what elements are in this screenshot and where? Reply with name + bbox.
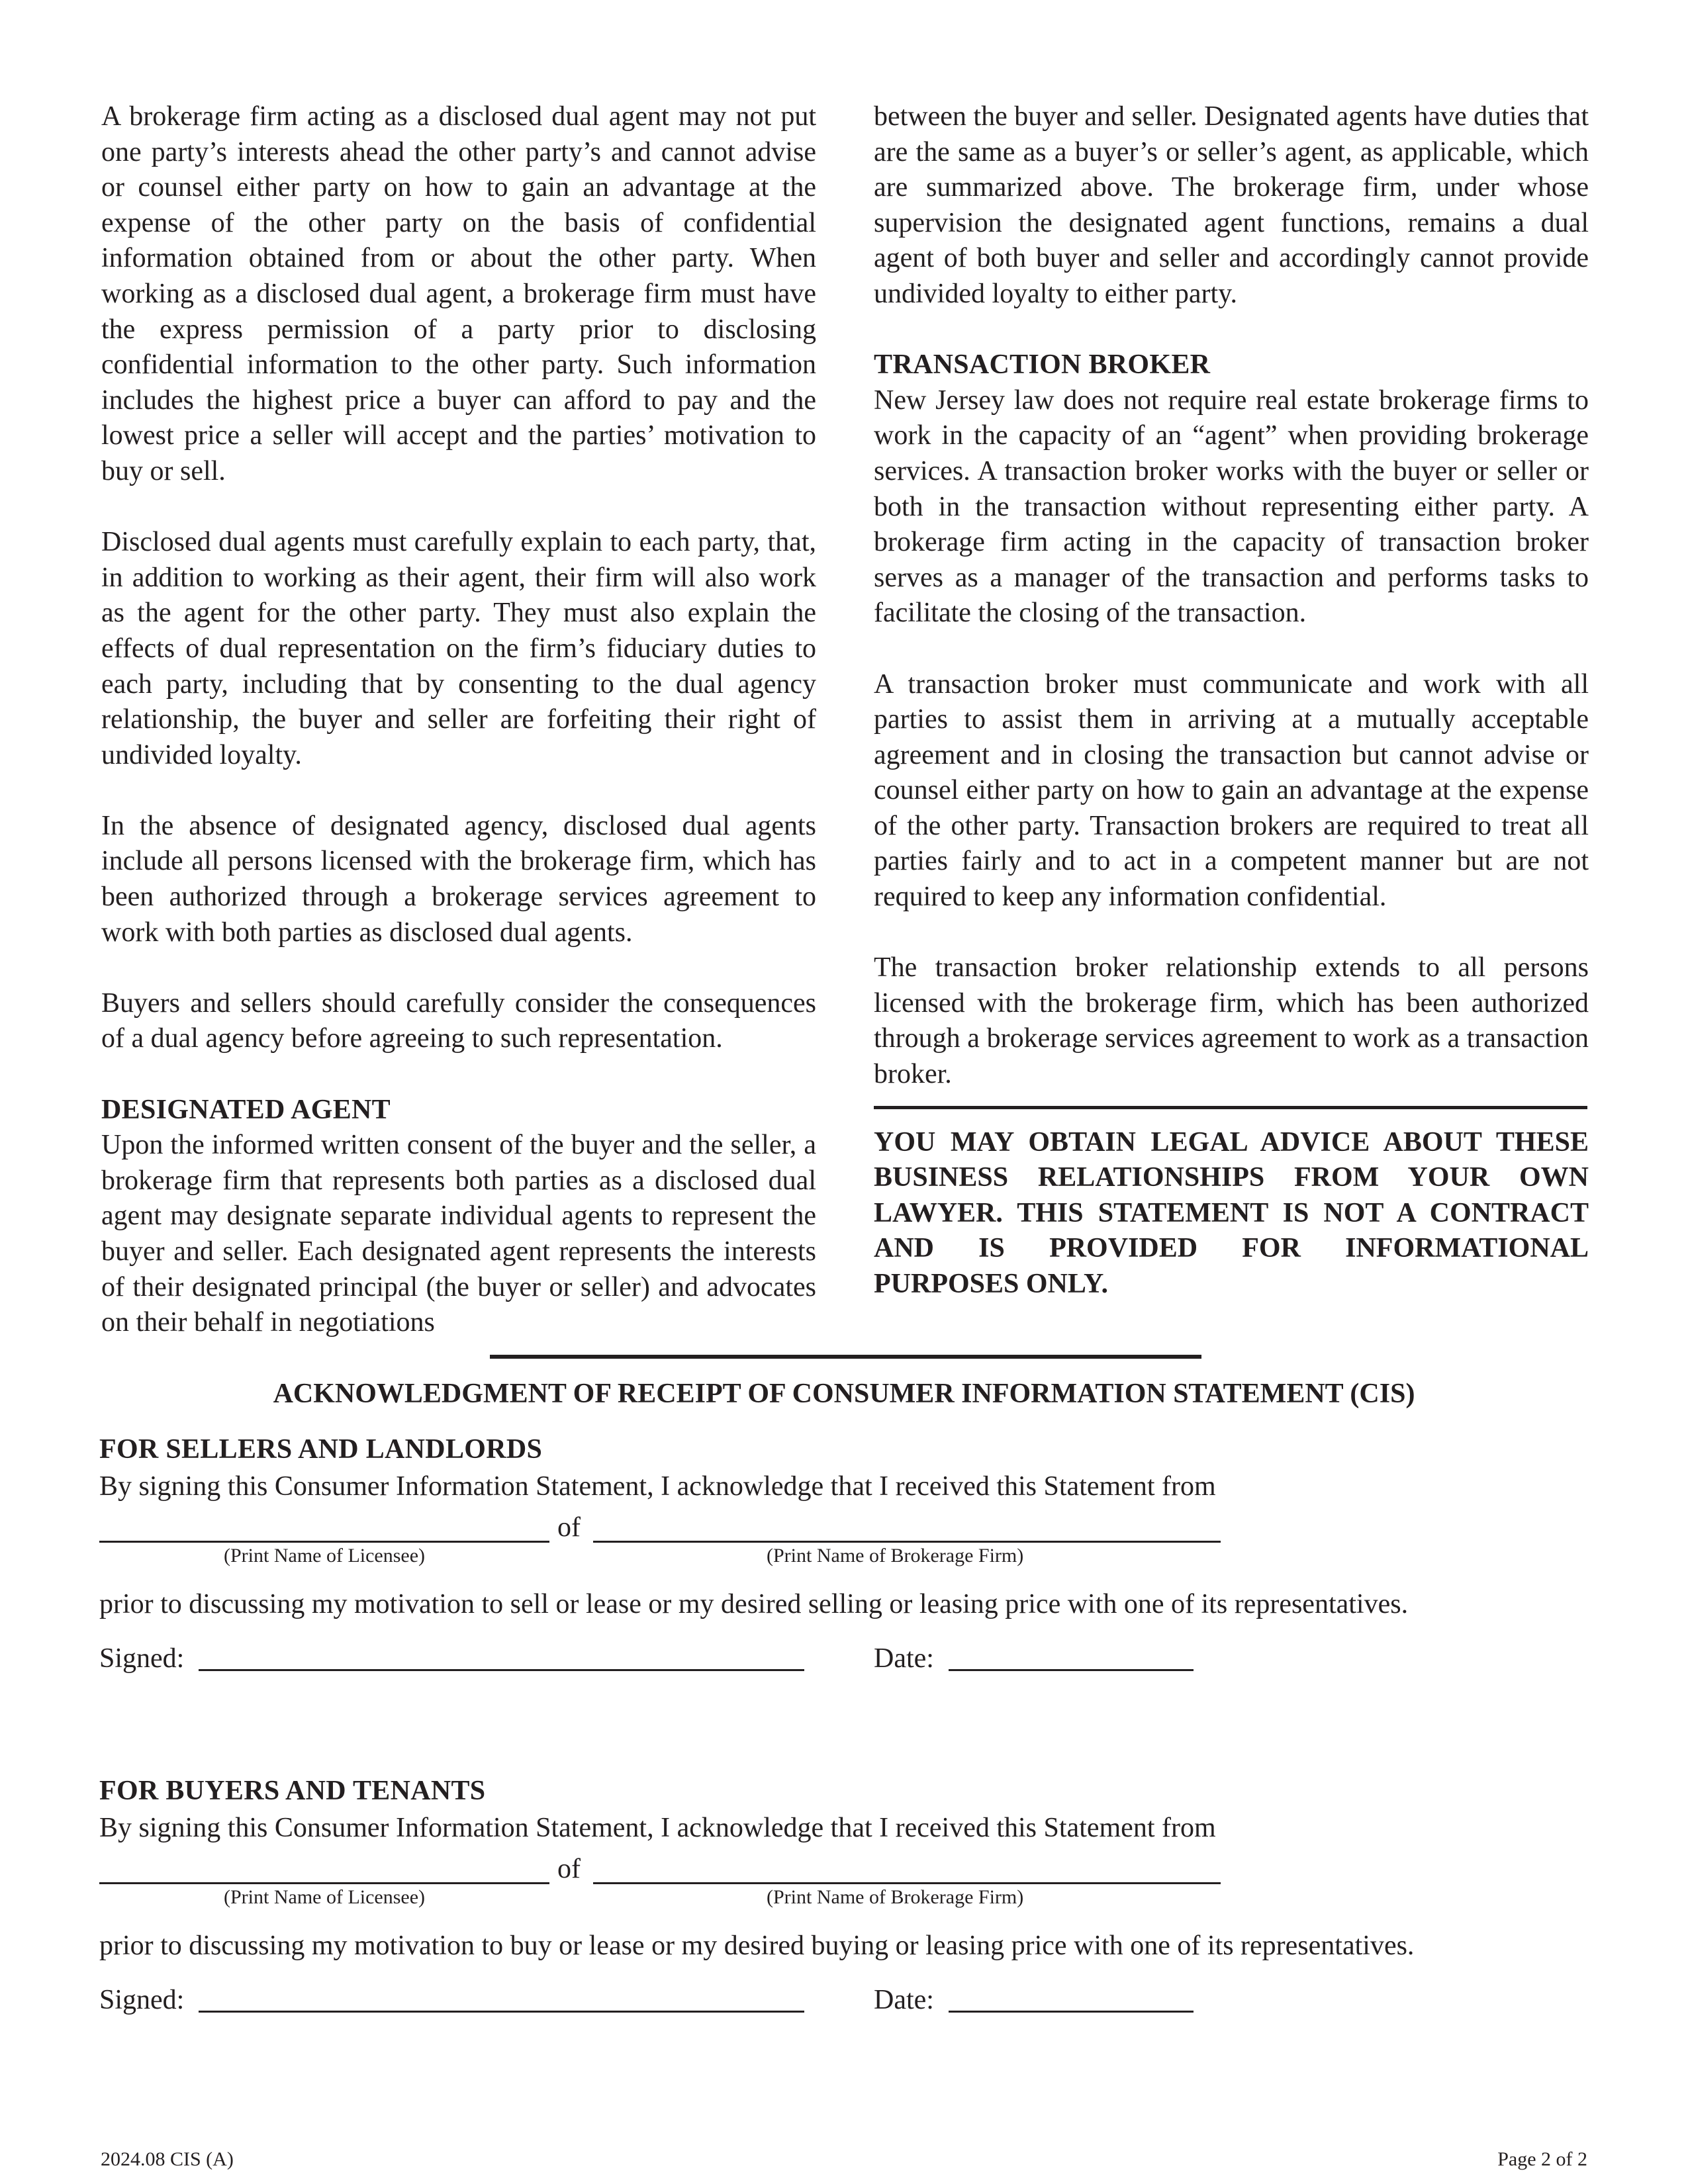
buyers-firm-caption: (Print Name of Brokerage Firm)	[767, 1886, 1024, 1908]
sellers-of-label: of	[557, 1512, 581, 1543]
buyers-firm-field[interactable]	[593, 1856, 1221, 1884]
buyers-intro: By signing this Consumer Information Statement, I acknowledge that I received this Statement from	[99, 1813, 1216, 1843]
sellers-licensee-row	[99, 1512, 1622, 1567]
buyers-heading: FOR BUYERS AND TENANTS	[99, 1776, 486, 1806]
buyers-licensee-field[interactable]	[99, 1856, 549, 1884]
transaction-broker-paragraph-2: A transaction broker must communicate and work with all parties to assist them in arriving at a mutually acceptable agreement and in closing the transaction but cannot advise or counsel either party on how to gain an advantage at the expense of the other party. Transaction brokers are required to treat all parties fairly and to act in a competent manner but are not required to keep any information confidential.	[874, 668, 1589, 913]
sellers-licensee-field[interactable]	[99, 1514, 549, 1543]
sellers-intro: By signing this Consumer Information Statement, I acknowledge that I received this Statement from	[99, 1471, 1216, 1502]
page-number: Page 2 of 2	[1497, 2148, 1587, 2170]
sellers-signature-row	[99, 1643, 1622, 1682]
dual-agent-paragraph-1: A brokerage firm acting as a disclosed dual agent may not put one party’s interests ahead the other party’s and cannot advise or counsel either party on how to gain an advantage at the expense of the other party on the basis of confidential information obtained from or about the other party. When working as a disclosed dual agent, a brokerage firm must have the express permission of a party prior to disclosing confidential information to the other party. Such information includes the highest price a buyer can afford to pay and the lowest price a seller will accept and the parties’ motivation to buy or sell.	[101, 101, 816, 486]
buyers-date-field[interactable]	[949, 1984, 1194, 2013]
sellers-signed-label: Signed:	[99, 1643, 185, 1674]
section-divider	[874, 1106, 1587, 1109]
transaction-broker-paragraph-1: New Jersey law does not require real estate brokerage firms to work in the capacity of an “agent” when providing brokerage services. A transaction broker works with the buyer or seller or both in the transaction without representing either party. A brokerage firm acting in the capacity of transaction broker serves as a manager of the transaction and performs tasks to facilitate the closing of the transaction.	[874, 385, 1589, 629]
buyers-signature-field[interactable]	[199, 1984, 804, 2013]
dual-agent-paragraph-4: Buyers and sellers should carefully consider the consequences of a dual agency before agreeing to such representation.	[101, 987, 816, 1054]
sellers-firm-caption: (Print Name of Brokerage Firm)	[767, 1545, 1024, 1567]
dual-agent-paragraph-3: In the absence of designated agency, disclosed dual agents include all persons licensed with the brokerage firm, which has been authorized through a brokerage services agreement to work with both parties as disclosed dual agents.	[101, 810, 816, 948]
buyers-date-label: Date:	[874, 1985, 934, 2015]
buyers-section	[99, 1772, 1622, 2024]
buyers-licensee-row	[99, 1854, 1622, 1908]
sellers-date-field[interactable]	[949, 1643, 1194, 1671]
form-id: 2024.08 CIS (A)	[101, 2148, 234, 2170]
transaction-broker-heading: TRANSACTION BROKER	[874, 349, 1211, 381]
right-column	[874, 99, 1589, 1302]
sellers-section	[99, 1431, 1622, 1682]
transaction-broker-paragraph-3: The transaction broker relationship extends to all persons licensed with the brokerage firm, which has been authorized through a brokerage services agreement to work as a transaction broker.	[874, 952, 1589, 1090]
acknowledgment-divider	[490, 1355, 1201, 1359]
sellers-closing: prior to discussing my motivation to sell or lease or my desired selling or leasing price with one of its representatives.	[99, 1589, 1409, 1619]
designated-agent-text: Upon the informed written consent of the buyer and the seller, a brokerage firm that represents both parties as a disclosed dual agent may designate separate individual agents to represent the buyer and seller. Each designated agent represents the interests of their designated principal (the buyer or seller) and advocates on their behalf in negotiations	[101, 1130, 816, 1338]
sellers-firm-field[interactable]	[593, 1514, 1221, 1543]
buyers-signature-row	[99, 1984, 1622, 2024]
sellers-licensee-caption: (Print Name of Licensee)	[224, 1545, 426, 1567]
buyers-of-label: of	[557, 1854, 581, 1884]
buyers-signed-label: Signed:	[99, 1985, 185, 2015]
sellers-signature-field[interactable]	[199, 1643, 804, 1671]
sellers-date-label: Date:	[874, 1643, 934, 1674]
legal-advice-notice: YOU MAY OBTAIN LEGAL ADVICE ABOUT THESE BUSINESS RELATIONSHIPS FROM YOUR OWN LAWYER. THIS STATEMENT IS NOT A CONTRACT AND IS PROVIDED FOR INFORMATIONAL PURPOSES ONLY.	[874, 1126, 1589, 1299]
buyers-licensee-caption: (Print Name of Licensee)	[224, 1886, 426, 1908]
buyers-closing: prior to discussing my motivation to buy or lease or my desired buying or leasing price with one of its representatives.	[99, 1931, 1415, 1961]
acknowledgment-title: ACKNOWLEDGMENT OF RECEIPT OF CONSUMER INFORMATION STATEMENT (CIS)	[273, 1379, 1415, 1409]
designated-agent-heading: DESIGNATED AGENT	[101, 1094, 391, 1125]
left-column	[101, 99, 816, 1341]
sellers-heading: FOR SELLERS AND LANDLORDS	[99, 1434, 543, 1465]
dual-agent-paragraph-2: Disclosed dual agents must carefully explain to each party, that, in addition to working as their agent, their firm will also work as the agent for the other party. They must also explain the effects of dual representation on the firm’s fiduciary duties to each party, including that by consenting to the dual agency relationship, the buyer and seller are forfeiting their right of undivided loyalty.	[101, 527, 816, 770]
designated-agent-continuation: between the buyer and seller. Designated agents have duties that are the same as a buyer’s or seller’s agent, as applicable, which are summarized above. The brokerage firm, under whose supervision the designated agent functions, remains a dual agent of both buyer and seller and accordingly cannot provide undivided loyalty to either party.	[874, 101, 1589, 309]
